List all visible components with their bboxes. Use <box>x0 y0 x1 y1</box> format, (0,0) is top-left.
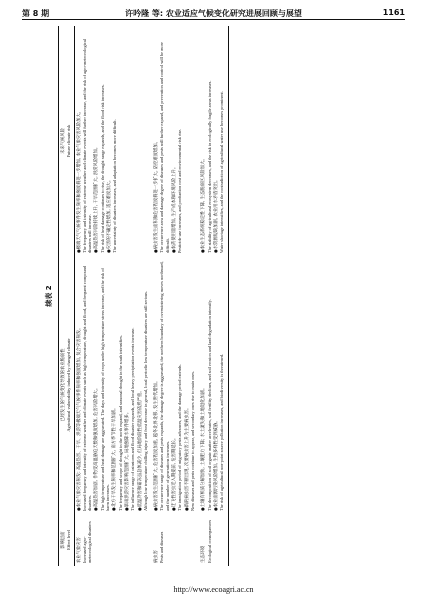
vulnerability-table <box>58 26 229 566</box>
item-text-zh: ●极端天气气候事件发生频率和强度将进一步增加, 农业气象灾害风险加大。 <box>76 109 82 253</box>
item-spacer <box>183 29 185 253</box>
effect-level-label: Ecological consequences <box>206 519 212 563</box>
effect-level-label: 病虫害 <box>154 550 160 563</box>
future-risk-cell <box>74 26 152 256</box>
footer-url[interactable]: http://www.ecoagri.ac.cn <box>173 585 254 594</box>
header-future-risk: 未来气候风险 Future climate risk <box>59 26 75 256</box>
item-text-zh: ●农业生态系统稳定性下降, 生态脆弱区风险加大。 <box>201 156 207 253</box>
header-past-vulnerability: 已经发生的气候变化导致的农业脆弱性 Agricultural vulnerability induced by changed climate <box>59 256 75 514</box>
future-risk-cell <box>152 26 199 256</box>
item-spacer <box>118 29 120 253</box>
item-text-zh: ●灾害的不确定性增加, 适应难度加大。 <box>107 177 113 253</box>
item-spacer <box>195 259 197 511</box>
item-text-zh: ●新的病虫害不断出现, 次要病虫害上升为主要病虫害。 <box>184 405 190 511</box>
item-text-en: New diseases and pests continue to appear, and secondary ones rise to main ones. <box>189 370 195 511</box>
item-text-zh: ●病虫害发生范围扩大, 危害程度加重, 越冬北界北移, 发生世代增加。 <box>154 378 160 511</box>
item-text-en: The influence range of rainstorm and flood disaster expands, and local heavy precipitation events increase. <box>130 327 136 511</box>
item-text-en: The decomposition of soil organic matter accelerates, soil fertility declines, and soil erosion and land degradation intensify. <box>206 299 212 511</box>
rotated-table <box>40 26 380 566</box>
item-spacer <box>148 259 150 511</box>
item-text-zh: ●水资源短缺加剧, 农业用水矛盾突出。 <box>213 177 219 253</box>
item-text-zh: ●病虫害发生面积和危害程度将进一步扩大, 防控难度增加。 <box>154 139 160 253</box>
table-caption: 续表 2 <box>45 285 53 307</box>
past-vulnerability-cell <box>152 256 199 514</box>
page-number: 1161 <box>382 8 405 17</box>
effect-level-label: 农业气象灾害 <box>76 537 82 563</box>
item-text-en: Although low temperature chilling injury and frost decrease in general, local periodic low temperature disasters are still serious. <box>142 291 148 511</box>
item-text-en: Pesticide use increases, and production cost and environmental risk rise. <box>177 128 183 253</box>
item-text-en: The immigration period of migratory pests advances, and the damage period extends. <box>177 364 183 511</box>
item-spacer <box>224 259 226 511</box>
item-text-zh: ●农业气象灾害频发: 高温热害、干旱、洪涝等极端天气气候事件频率和强度增加, 复合灾害频发。 <box>76 325 82 511</box>
item-text-zh: ●高温热害风险持续上升, 干旱范围扩大, 洪涝风险增加。 <box>94 144 100 253</box>
item-text-en: The risk of agricultural non-point source pollution increases, and biodiversity is threatened. <box>219 353 225 511</box>
future-risk-cell <box>199 26 229 256</box>
page-issue: 第 8 期 <box>22 9 50 18</box>
item-text-en: Increased frequency and intensity of extreme weather and climate events such as high temperature, drought and flood, and frequent compound disasters. <box>81 266 93 511</box>
item-text-zh: ●迁飞性害虫迁入期提前, 危害期延长。 <box>172 435 178 511</box>
table-row <box>74 26 152 566</box>
item-text-en: The occurrence range of diseases and pests expands, the damage degree is aggravated, the northern boundary of overwintering moves northward, and the number of generations increases. <box>159 261 170 511</box>
effect-level-cell <box>74 514 152 566</box>
item-text-zh: ●低温冷害和霜冻虽总体减少, 但局地阶段性低温灾害依然严重。 <box>137 388 143 511</box>
item-text-zh: ●土壤有机质分解加快, 土壤肥力下降; 水土流失和土地退化加剧。 <box>201 385 207 511</box>
item-text-zh: ●农药使用量增加, 生产成本和环境风险上升。 <box>172 164 178 253</box>
item-text-zh: ●北方干旱发生频率和范围扩大, 南方季节性干旱加剧。 <box>112 405 118 511</box>
header-rule <box>22 19 405 20</box>
effect-level-cell <box>199 514 229 566</box>
item-text-zh: ●农业面源污染风险增加, 生物多样性受到威胁。 <box>213 418 219 511</box>
item-text-en: The uncertainty of disasters increases, and adaptation becomes more difficult. <box>112 119 118 253</box>
table-row <box>199 26 229 566</box>
table-row <box>152 26 199 566</box>
effect-level-label: 生态环境 <box>201 545 207 563</box>
item-text-en: The risk of heat damage continues to rise, the drought range expands, and the flood risk increases. <box>99 84 105 253</box>
past-vulnerability-cell <box>74 256 152 514</box>
table-body <box>74 26 229 566</box>
past-vulnerability-cell <box>199 256 229 514</box>
item-text-en: The occurrence area and damage degree of diseases and pests will further expand, and prevention and control will be more difficult. <box>159 42 170 253</box>
running-title: 许吟隆 等: 农业适应气候变化研究进展回顾与展望 <box>125 9 302 18</box>
effect-level-label: Increased agro-meteorological disasters <box>81 521 93 563</box>
item-text-en: The frequency and intensity of extreme weather and climate events will further increase, and the risk of agro-meteorological disasters will increase. <box>81 39 93 253</box>
item-text-en: The stability of agricultural ecosystem decreases, and the risk in ecologically fragile areas increases. <box>206 80 212 253</box>
table-header-row <box>59 26 75 566</box>
item-spacer <box>224 29 226 253</box>
rotated-table-frame <box>40 26 392 579</box>
effect-level-label: Pests and diseases <box>159 531 165 563</box>
item-text-en: Water shortage intensifies, and the contradiction of agricultural water use becomes prominent. <box>219 91 225 253</box>
running-header <box>22 6 405 20</box>
item-text-zh: ●暴雨洪涝灾害影响范围扩大, 局地强降水事件增多。 <box>124 409 130 511</box>
item-text-en: The high temperature and heat damage are aggravated. The days and intensity of crops under high temperature stress increase, and the risk of harm increases. <box>99 268 111 511</box>
effect-level-cell <box>152 514 199 566</box>
item-text-en: The frequency and scope of drought in the north expand, and seasonal drought in the south intensifies. <box>117 335 123 511</box>
item-text-zh: ●高温热害加剧, 作物受高温胁迫天数和强度增加, 危害风险增大。 <box>94 385 100 511</box>
header-effect-level: 影响层面 Effect level <box>59 514 75 566</box>
